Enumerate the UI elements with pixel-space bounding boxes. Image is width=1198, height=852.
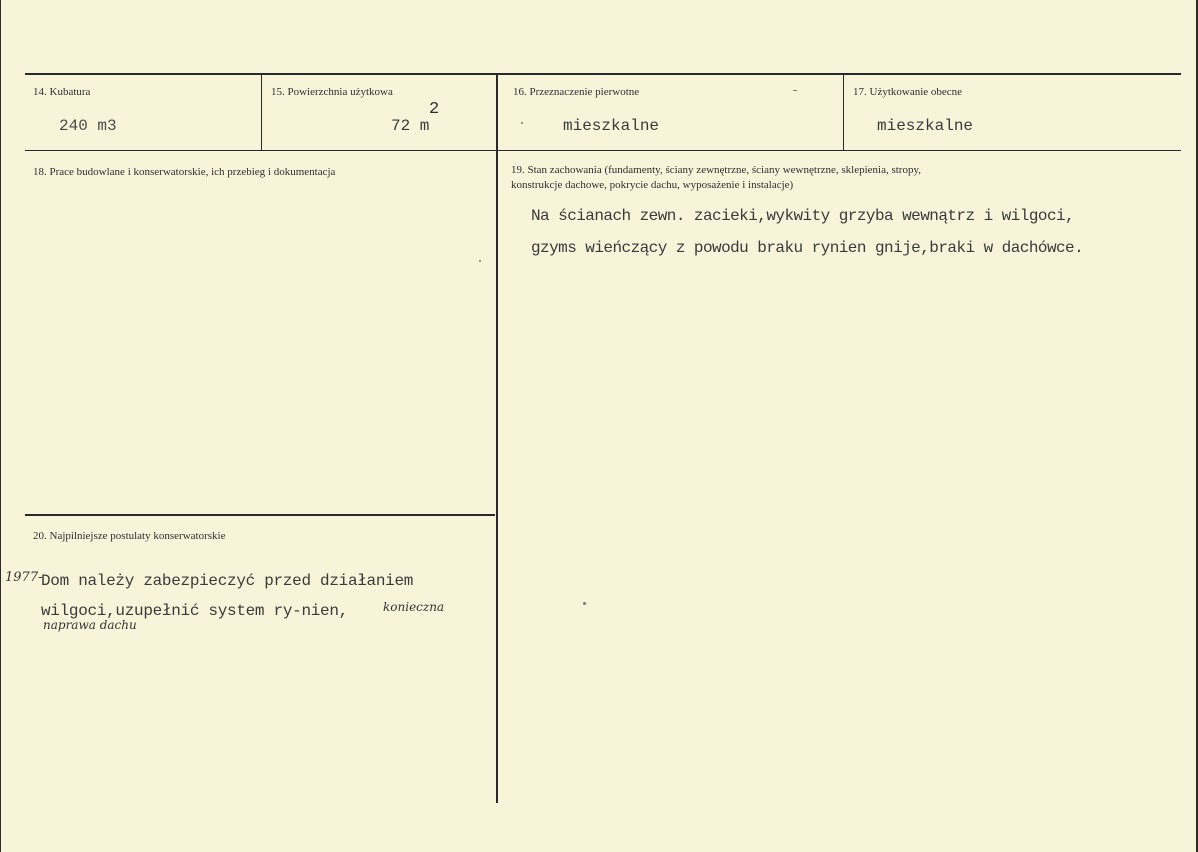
- stan-zachowania-label-line1: 19. Stan zachowania (fundamenty, ściany zewnętrzne, ściany wewnętrzne, sklepienia, stropy,: [511, 164, 922, 176]
- col-divider-2: [496, 75, 498, 803]
- kubatura-value: 240 m3: [59, 117, 117, 135]
- postulaty-label: 20. Najpilniejsze postulaty konserwatorskie: [33, 530, 226, 542]
- powierzchnia-value: 72 m: [391, 117, 430, 135]
- uzytkowanie-label: 17. Użytkowanie obecne: [853, 86, 963, 98]
- powierzchnia-label: 15. Powierzchnia użytkowa: [271, 86, 393, 98]
- stan-zachowania-text-line2: gzyms wieńczący z powodu braku rynien gnije,braki w dachówce.: [531, 239, 1084, 257]
- postulaty-handwritten-line1: konieczna: [383, 600, 445, 614]
- postulaty-handwritten-line2: naprawa dachu: [43, 618, 137, 632]
- paper-speck: [521, 122, 523, 124]
- powierzchnia-superscript: 2: [429, 100, 440, 119]
- top-rule: [25, 73, 1181, 75]
- paper-speck: [793, 90, 797, 91]
- prace-budowlane-label: 18. Prace budowlane i konserwatorskie, ich przebieg i dokumentacja: [33, 166, 336, 178]
- row-divider-2: [25, 514, 495, 516]
- col-divider-3: [843, 75, 844, 151]
- row-divider-1: [25, 150, 1181, 151]
- postulaty-handwritten-year: 1977-: [5, 570, 43, 585]
- uzytkowanie-value: mieszkalne: [877, 117, 974, 135]
- postulaty-text-line1: Dom należy zabezpieczyć przed działaniem: [41, 572, 414, 590]
- col-divider-1: [261, 75, 262, 151]
- kubatura-label: 14. Kubatura: [33, 86, 91, 98]
- przeznaczenie-value: mieszkalne: [563, 117, 660, 135]
- postulaty-text-line2: wilgoci,uzupełnić system ry-nien,: [41, 602, 348, 620]
- stan-zachowania-text-line1: Na ścianach zewn. zacieki,wykwity grzyba wewnątrz i wilgoci,: [531, 207, 1075, 225]
- paper-speck: [479, 260, 481, 262]
- stan-zachowania-label-line2: konstrukcje dachowe, pokrycie dachu, wyposażenie i instalacje): [511, 179, 794, 191]
- przeznaczenie-label: 16. Przeznaczenie pierwotne: [513, 86, 640, 98]
- paper-speck: [583, 602, 586, 605]
